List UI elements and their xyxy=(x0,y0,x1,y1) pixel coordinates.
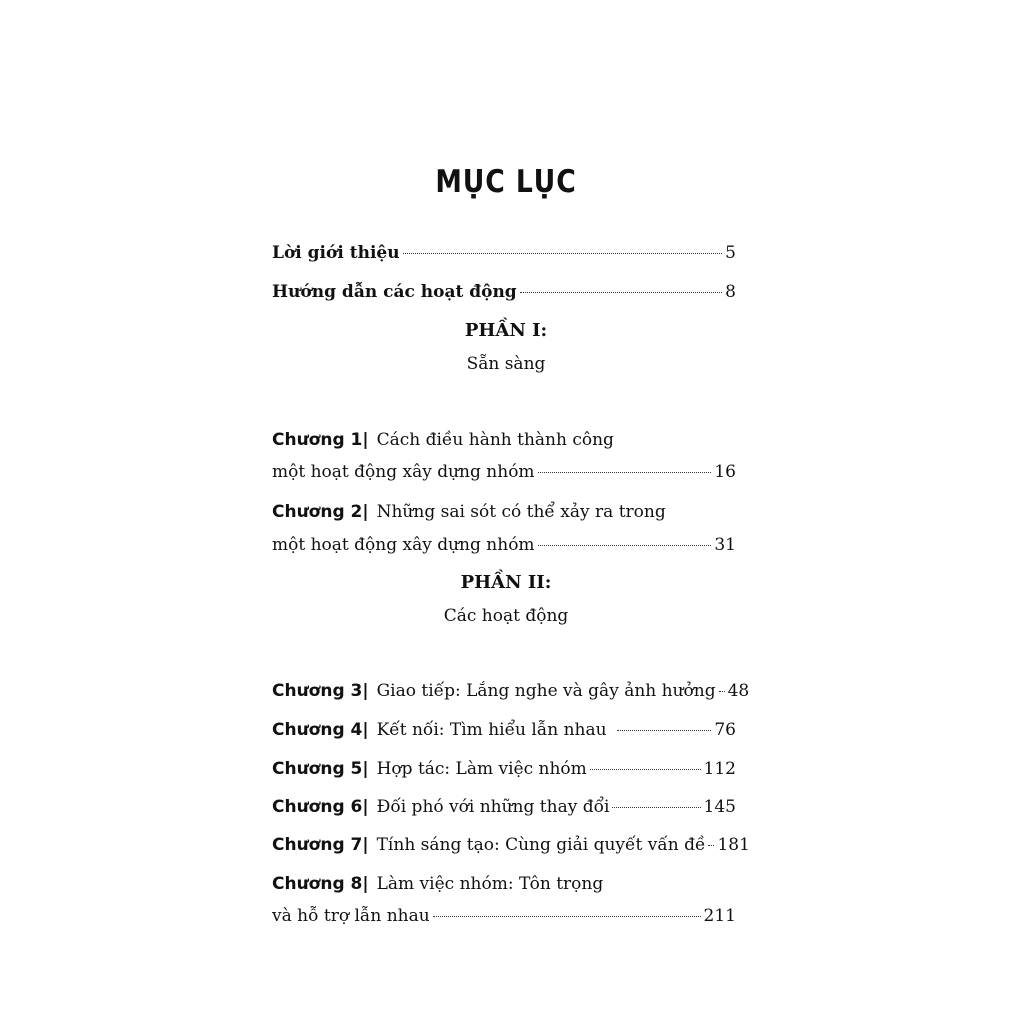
page-number: 181 xyxy=(717,835,750,855)
chapter-label: Chương 2| xyxy=(272,502,369,522)
dot-leader xyxy=(433,916,701,917)
dot-leader xyxy=(538,545,712,546)
dot-leader xyxy=(403,253,723,254)
page-number: 48 xyxy=(727,681,750,701)
chapter-title: Hợp tác: Làm việc nhóm xyxy=(376,759,587,779)
chapter-title: Đối phó với những thay đổi xyxy=(376,797,610,817)
chapter-label: Chương 8| xyxy=(272,874,369,894)
page-number: 145 xyxy=(703,797,736,817)
page-number: 31 xyxy=(714,535,736,555)
toc-entry-chapter-7 xyxy=(272,835,750,863)
dot-leader xyxy=(708,845,714,846)
chapter-label: Chương 5| xyxy=(272,759,369,779)
chapter-title: Những sai sót có thể xảy ra trong xyxy=(376,502,666,522)
page-title: MỤC LỤC xyxy=(435,164,577,200)
toc-entry-chapter-6 xyxy=(272,797,736,825)
toc-entry-intro xyxy=(272,243,736,271)
part-heading: PHẦN I: xyxy=(464,320,548,341)
dot-leader xyxy=(617,730,712,731)
page-number: 112 xyxy=(703,759,736,779)
dot-leader xyxy=(590,769,701,770)
chapter-label: Chương 7| xyxy=(272,835,369,855)
dot-leader xyxy=(538,472,712,473)
dot-leader xyxy=(719,691,725,692)
toc-entry-chapter-8 xyxy=(272,874,736,902)
chapter-label: Chương 6| xyxy=(272,797,369,817)
chapter-title-cont: một hoạt động xây dựng nhóm xyxy=(272,535,535,555)
chapter-title: Cách điều hành thành công xyxy=(376,430,614,450)
toc-entry-chapter-3 xyxy=(272,681,750,709)
page-number: 16 xyxy=(714,462,736,482)
part-subtitle: Các hoạt động xyxy=(443,606,569,626)
chapter-title-cont: và hỗ trợ lẫn nhau xyxy=(272,906,430,926)
page-number: 8 xyxy=(725,282,736,302)
part-heading: PHẦN II: xyxy=(460,572,552,593)
chapter-title: Giao tiếp: Lắng nghe và gây ảnh hưởng xyxy=(376,681,716,701)
toc-entry-chapter-2 xyxy=(272,502,736,530)
toc-entry-label: Lời giới thiệu xyxy=(272,243,400,263)
chapter-title: Kết nối: Tìm hiểu lẫn nhau xyxy=(376,720,607,740)
page-number: 5 xyxy=(725,243,736,263)
page-number: 76 xyxy=(714,720,736,740)
toc-entry-chapter-1 xyxy=(272,430,736,458)
toc-entry-guide xyxy=(272,282,736,310)
toc-entry-chapter-8-cont xyxy=(272,906,736,934)
chapter-label: Chương 3| xyxy=(272,681,369,701)
dot-leader xyxy=(612,807,700,808)
toc-entry-chapter-1-cont xyxy=(272,462,736,490)
chapter-title: Làm việc nhóm: Tôn trọng xyxy=(376,874,604,894)
chapter-title-cont: một hoạt động xây dựng nhóm xyxy=(272,462,535,482)
toc-entry-chapter-2-cont xyxy=(272,535,736,563)
toc-entry-label: Hướng dẫn các hoạt động xyxy=(272,282,517,302)
toc-entry-chapter-4 xyxy=(272,720,736,748)
part-subtitle: Sẵn sàng xyxy=(466,354,546,374)
chapter-title: Tính sáng tạo: Cùng giải quyết vấn đề xyxy=(376,835,706,855)
chapter-label: Chương 4| xyxy=(272,720,369,740)
toc-entry-chapter-5 xyxy=(272,759,736,787)
page-number: 211 xyxy=(703,906,736,926)
chapter-label: Chương 1| xyxy=(272,430,369,450)
dot-leader xyxy=(520,292,722,293)
